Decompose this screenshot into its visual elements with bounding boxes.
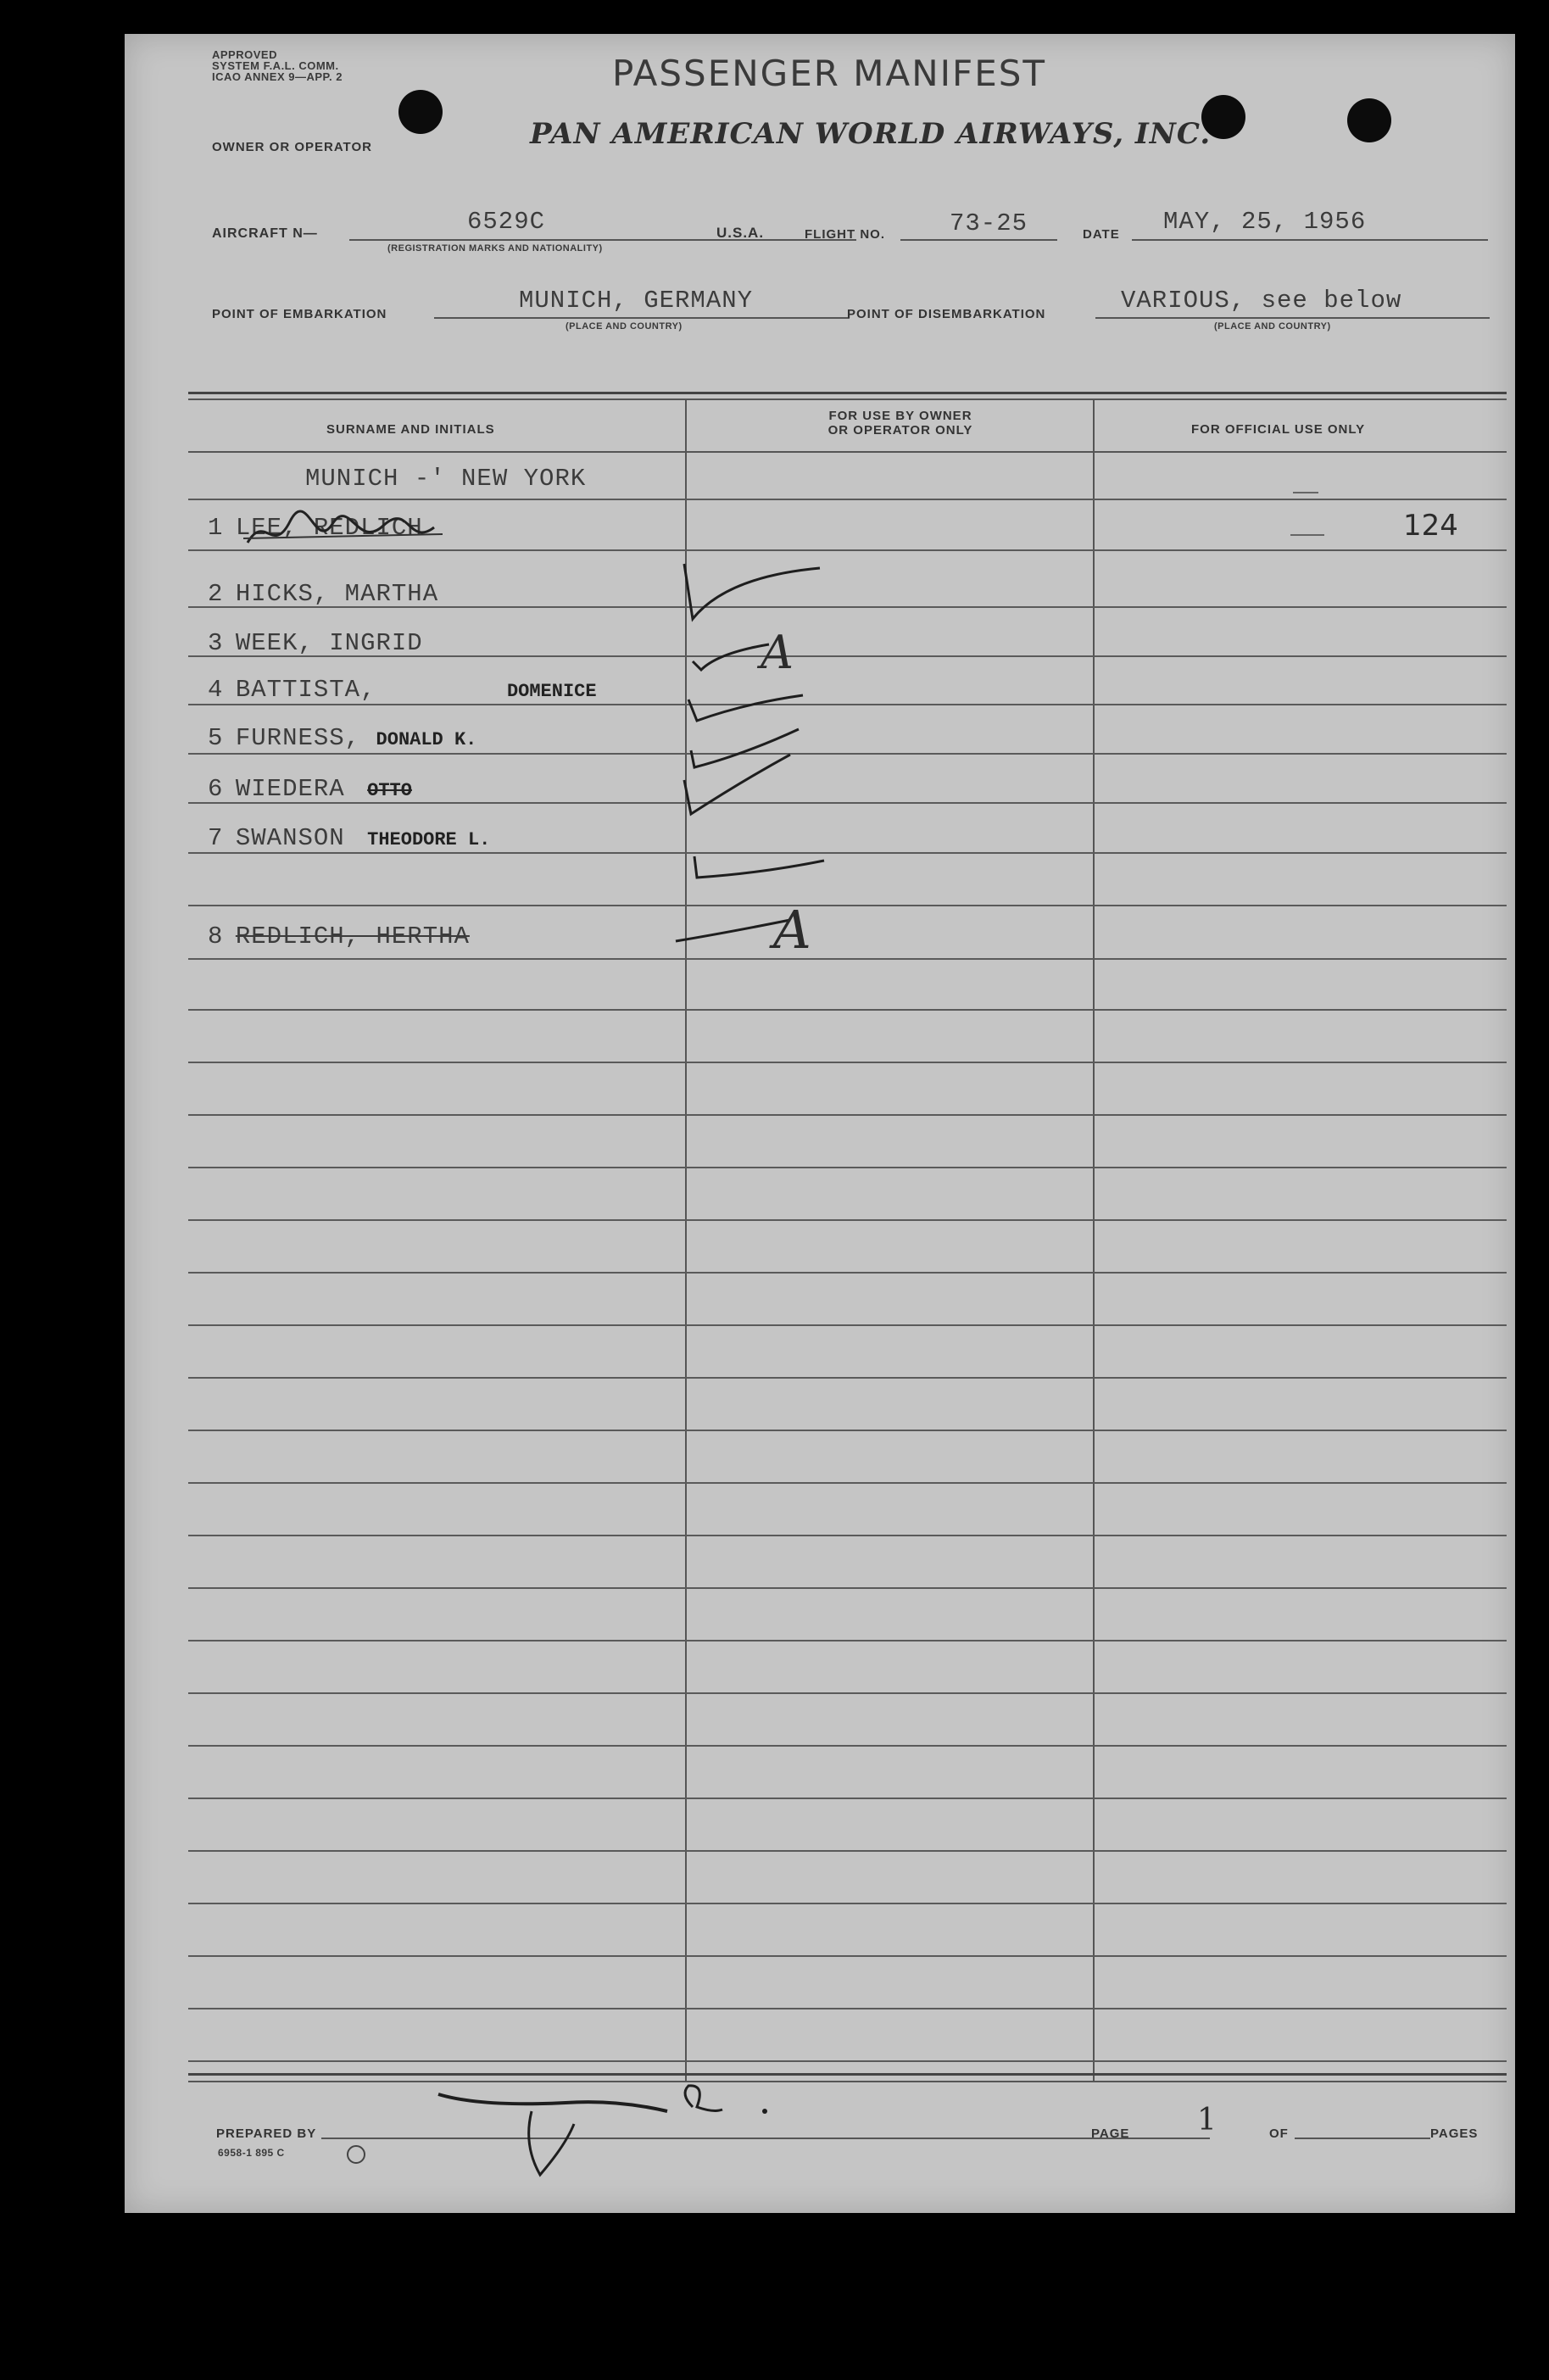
page-title: PASSENGER MANIFEST <box>612 53 1047 94</box>
table-rule <box>188 1272 1507 1274</box>
passenger-name: REDLICH, HERTHA <box>235 922 470 950</box>
passenger-name: LEE, REDLICH <box>235 514 423 542</box>
passenger-name: SWANSON <box>235 824 345 852</box>
column-header-owner-use <box>794 409 1006 438</box>
passenger-row <box>208 775 412 803</box>
embarkation-sublabel: (PLACE AND COUNTRY) <box>566 321 683 332</box>
passenger-number: 1 <box>208 514 224 542</box>
manifest-sheet <box>125 34 1515 2213</box>
column-header-official: FOR OFFICIAL USE ONLY <box>1191 422 1366 437</box>
passenger-number: 3 <box>208 629 224 657</box>
table-rule <box>188 1167 1507 1168</box>
union-seal-icon <box>347 2145 365 2164</box>
table-rule <box>188 2060 1507 2062</box>
passenger-row <box>208 580 438 608</box>
flight-value: 73-25 <box>950 209 1028 237</box>
dash-mark-icon <box>694 856 824 878</box>
table-rule <box>188 1745 1507 1747</box>
flight-label: FLIGHT NO. <box>805 227 885 242</box>
passenger-name: HICKS, MARTHA <box>235 580 439 608</box>
punch-hole-left <box>398 90 443 134</box>
owner-use-line: FOR USE BY OWNER <box>828 409 972 423</box>
table-rule <box>188 1692 1507 1694</box>
official-marks <box>1293 492 1318 493</box>
approval-block <box>212 49 343 82</box>
route-heading: MUNICH -' NEW YORK <box>305 465 587 493</box>
passenger-name: WEEK, INGRID <box>235 629 423 657</box>
table-rule <box>188 1114 1507 1116</box>
table-rule <box>188 1640 1507 1641</box>
handwritten-scribble <box>239 509 451 560</box>
date-value: MAY, 25, 1956 <box>1163 208 1367 236</box>
approval-line: APPROVED <box>212 48 277 61</box>
table-rule <box>188 1535 1507 1536</box>
passenger-number: 8 <box>208 922 224 950</box>
passenger-name: FURNESS, <box>235 724 361 752</box>
table-rule <box>188 1377 1507 1379</box>
passenger-given-name: DONALD K. <box>376 729 477 750</box>
table-rule <box>188 1062 1507 1063</box>
table-rule <box>188 2008 1507 2009</box>
aircraft-sublabel: (REGISTRATION MARKS AND NATIONALITY) <box>387 243 603 254</box>
dash-mark-icon <box>693 644 769 670</box>
handwritten-mark: A <box>761 626 794 679</box>
passenger-row <box>208 824 490 852</box>
check-mark-icon <box>684 755 790 814</box>
of-label: OF <box>1269 2126 1289 2141</box>
disembarkation-label: POINT OF DISEMBARKATION <box>847 307 1046 321</box>
table-rule <box>188 1430 1507 1431</box>
usa-label: U.S.A. <box>716 225 765 241</box>
passenger-given-name: OTTO <box>367 780 412 801</box>
passenger-row <box>208 724 476 752</box>
aircraft-label: AIRCRAFT N— <box>212 226 318 241</box>
column-header-surname: SURNAME AND INITIALS <box>326 422 495 437</box>
form-number: 6958-1 895 C <box>218 2147 285 2159</box>
table-rule <box>188 1482 1507 1484</box>
embarkation-value: MUNICH, GERMANY <box>519 287 754 315</box>
approval-line: ICAO ANNEX 9—APP. 2 <box>212 70 343 83</box>
owner-label: OWNER OR OPERATOR <box>212 140 372 154</box>
table-rule <box>188 1903 1507 1904</box>
table-rule <box>188 1324 1507 1326</box>
check-mark-icon <box>684 564 820 619</box>
passenger-name: BATTISTA, <box>235 676 376 704</box>
disembarkation-value: VARIOUS, see below <box>1121 287 1402 315</box>
page-label: PAGE <box>1091 2126 1130 2141</box>
date-label: DATE <box>1083 227 1120 242</box>
table-rule <box>188 1587 1507 1589</box>
table-rule <box>188 1798 1507 1799</box>
embarkation-label: POINT OF EMBARKATION <box>212 307 387 321</box>
table-rule <box>188 1009 1507 1011</box>
disembarkation-sublabel: (PLACE AND COUNTRY) <box>1214 321 1331 332</box>
passenger-given-name: THEODORE L. <box>367 829 491 850</box>
company-name: PAN AMERICAN WORLD AIRWAYS, INC. <box>530 117 1212 151</box>
page-value: 1 <box>1197 2103 1217 2138</box>
passenger-number: 7 <box>208 824 224 852</box>
table-rule <box>188 1219 1507 1221</box>
passenger-given-name: DOMENICE <box>506 681 597 702</box>
passenger-row <box>208 922 470 950</box>
check-mark-icon <box>691 729 799 767</box>
passenger-number: 4 <box>208 676 224 704</box>
check-mark-icon <box>688 695 803 721</box>
passenger-name: WIEDERA <box>235 775 345 803</box>
approval-line: SYSTEM F.A.L. COMM. <box>212 59 339 72</box>
passenger-number: 5 <box>208 724 224 752</box>
handwritten-mark: A <box>773 899 811 961</box>
pages-label: PAGES <box>1430 2126 1479 2141</box>
passenger-row <box>208 676 597 704</box>
table-rule <box>188 1850 1507 1852</box>
passenger-number: 6 <box>208 775 224 803</box>
official-number: 124 <box>1403 509 1458 543</box>
table-rule <box>188 499 1507 500</box>
passenger-number: 2 <box>208 580 224 608</box>
punch-hole-right <box>1347 98 1391 142</box>
owner-use-line: OR OPERATOR ONLY <box>827 423 973 438</box>
table-rule <box>188 1955 1507 1957</box>
aircraft-value: 6529C <box>467 208 546 236</box>
passenger-row <box>208 629 423 657</box>
signature <box>430 2077 769 2204</box>
prepared-by-label: PREPARED BY <box>216 2126 317 2141</box>
